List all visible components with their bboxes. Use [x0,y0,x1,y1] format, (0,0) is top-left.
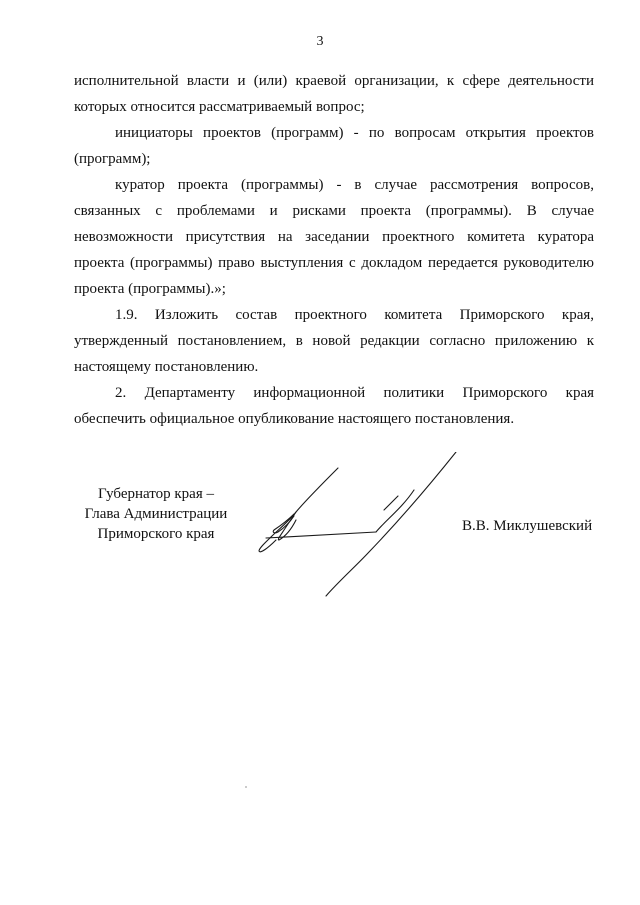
paragraph-item-2: 2. Департаменту информационной политики Приморского края обеспечить официальное опубликование настоящего постановления. [74,385,594,427]
document-body [74,68,594,432]
signatory-position-line-1: Губернатор края – [98,486,214,502]
signatory-position [78,484,234,544]
handwritten-signature [244,452,464,602]
paragraph-item-1-9: 1.9. Изложить состав проектного комитета Приморского края, утвержденный постановлением, в новой редакции согласно приложению к настоящему постановлению. [74,307,594,375]
scan-speck [245,786,247,788]
paragraph-curator: куратор проекта (программы) - в случае рассмотрения вопросов, связанных с проблемами и рисками проекта (программы). В случае невозможности присутствия на заседании проектного комитета куратора проекта (программы) право выступления с докладом передается руководителю проекта (программы).»; [74,177,594,297]
page-number: 3 [316,34,324,49]
signatory-position-line-3: Приморского края [97,526,215,542]
paragraph-continuation: исполнительной власти и (или) краевой организации, к сфере деятельности которых относится рассматриваемый вопрос; [74,73,594,115]
paragraph-initiators: инициаторы проектов (программ) - по вопросам открытия проектов (программ); [74,125,594,167]
signer-name: В.В. Миклушевский [462,518,593,534]
signatory-position-line-2: Глава Администрации [84,506,228,522]
